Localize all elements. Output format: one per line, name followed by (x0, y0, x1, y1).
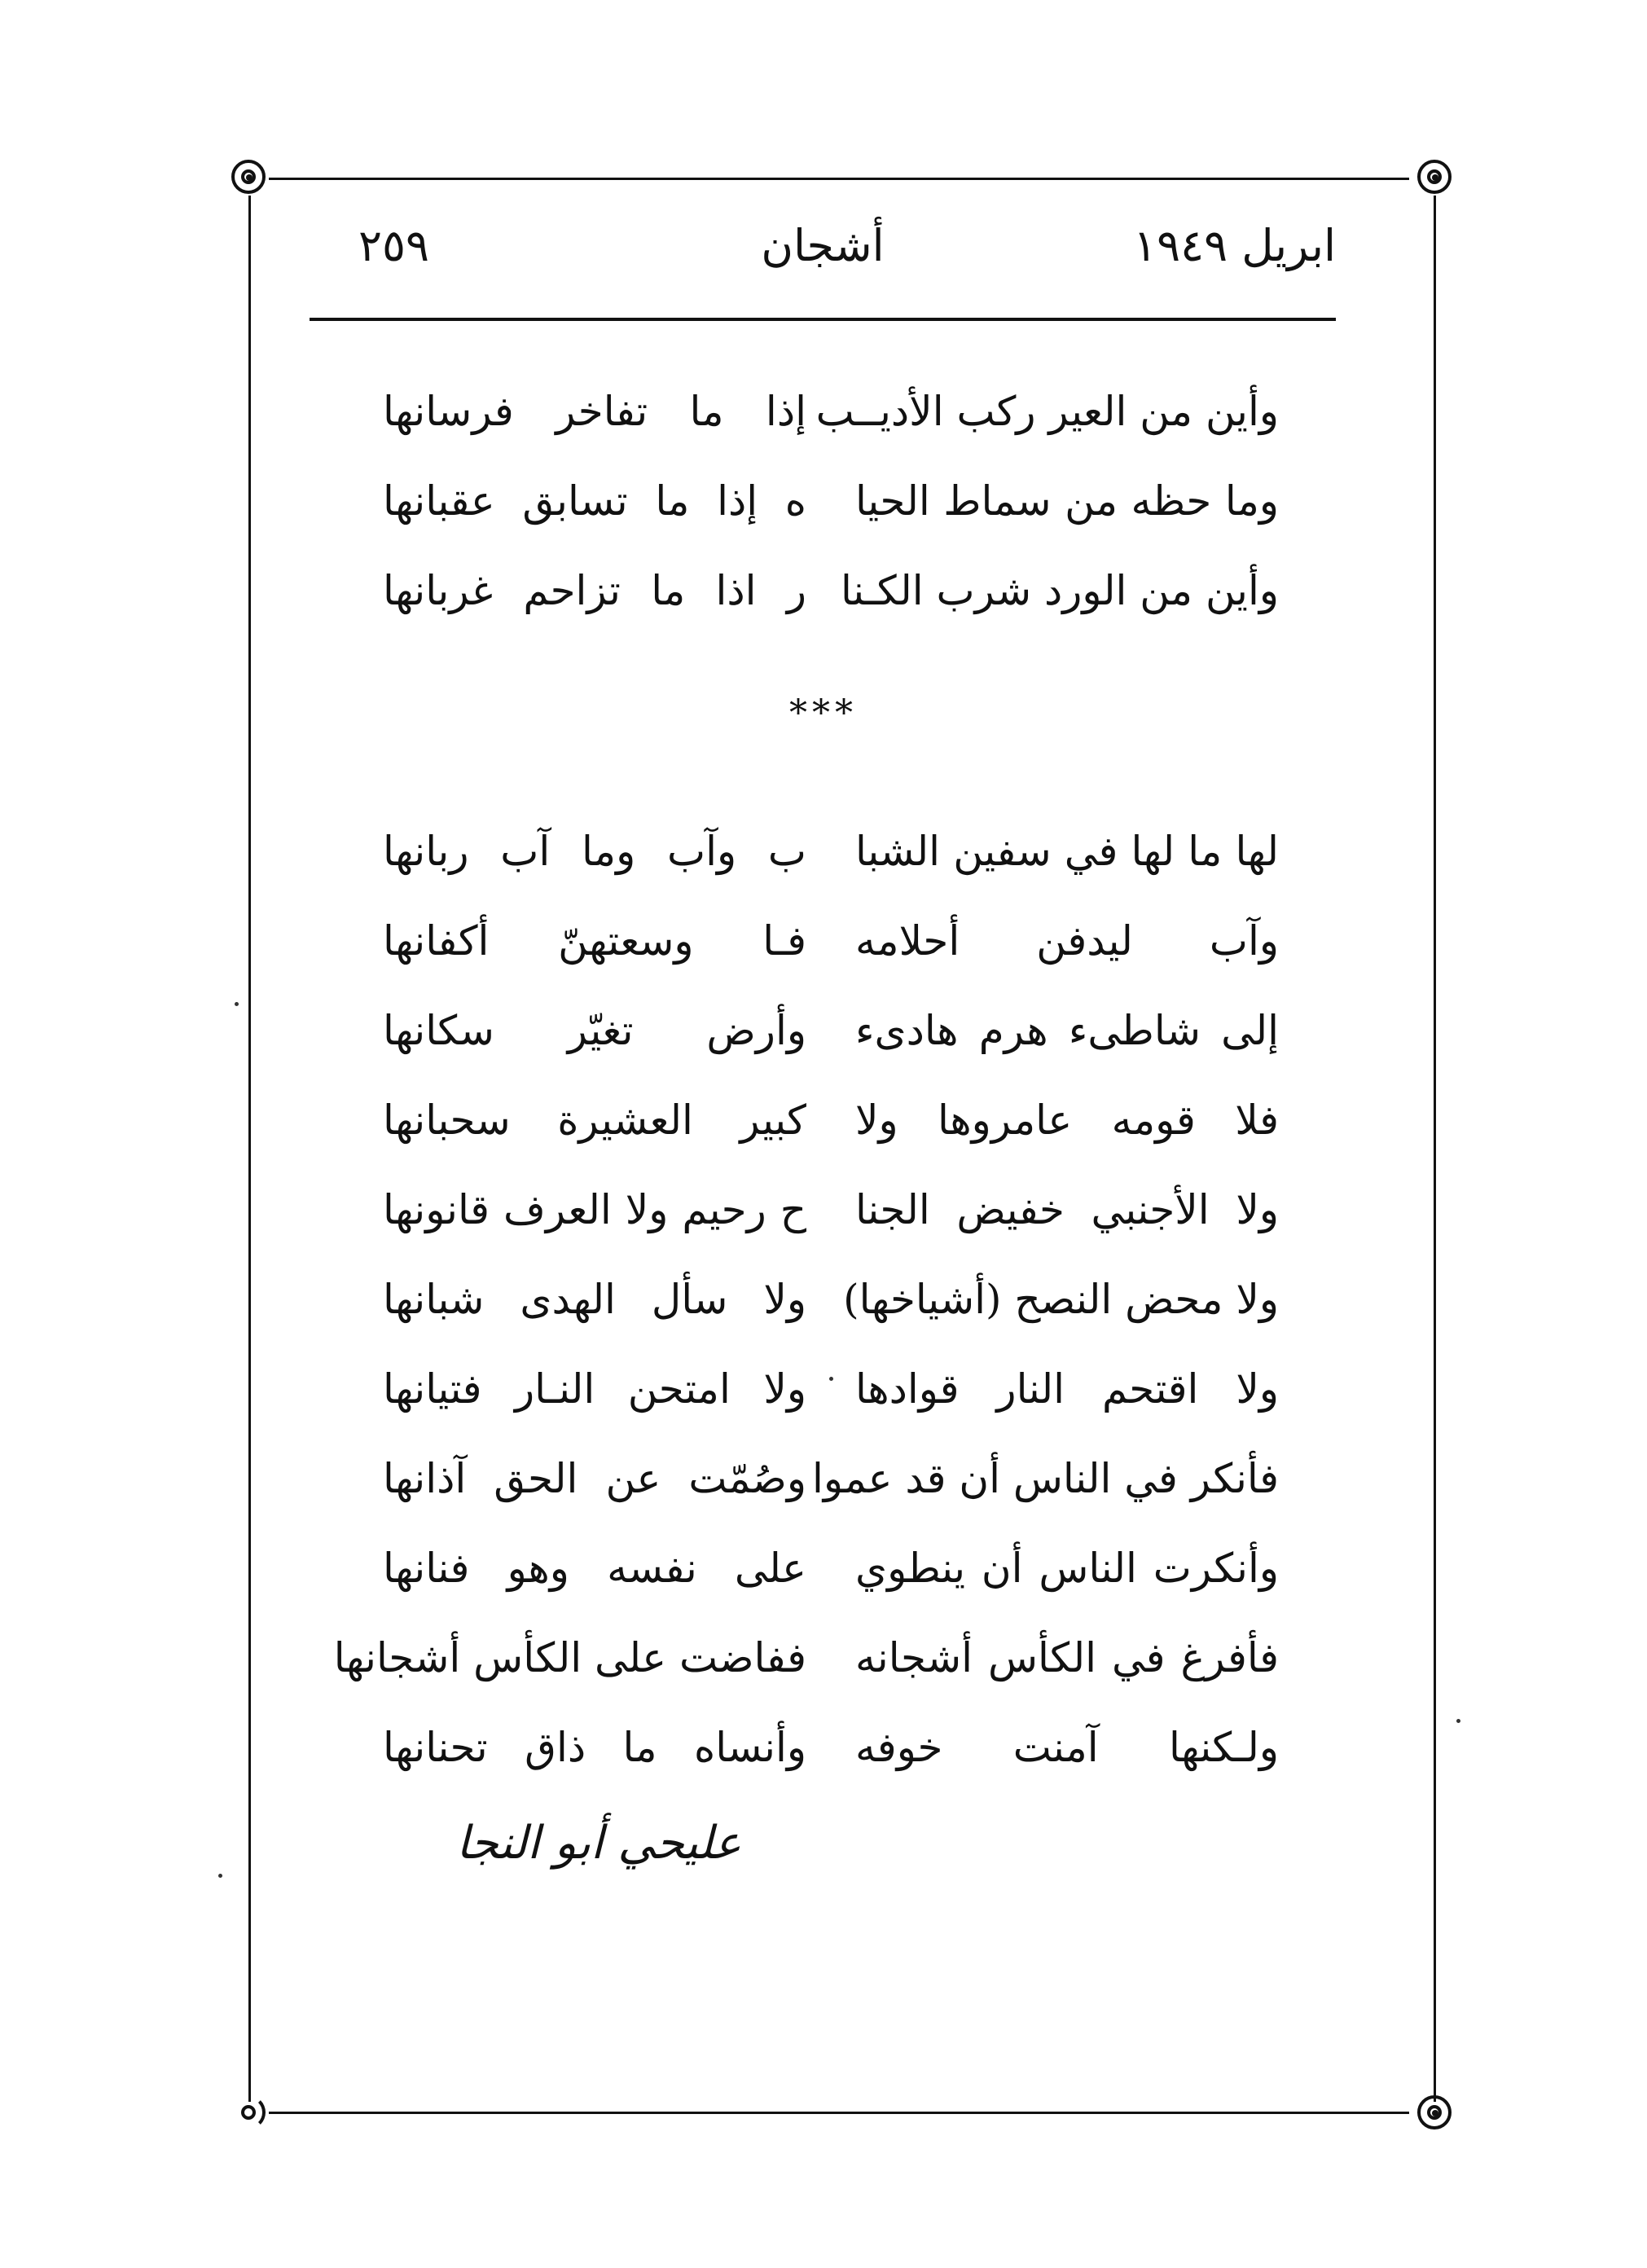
verse-second-hemistich: إذا ما تفاخر فرسانها (383, 388, 806, 435)
stanza-separator: *** (789, 692, 858, 734)
verse-first-hemistich: وأنكرت الناس أن ينطوي (855, 1545, 1279, 1592)
corner-ornament-bottom-left-icon (231, 2095, 266, 2130)
verse-first-hemistich: إلى شاطىء هرم هادىء (855, 1007, 1279, 1054)
verse-first-hemistich: لها ما لها في سفين الشبا (855, 828, 1279, 875)
verse-line (383, 1083, 1279, 1157)
verse-line (383, 1173, 1279, 1246)
scan-speck (235, 1002, 239, 1006)
verse-first-hemistich: فأفرغ في الكأس أشجانه (855, 1634, 1279, 1681)
verse-second-hemistich: ه إذا ما تسابق عقبانها (383, 477, 806, 525)
verse-line (383, 464, 1279, 538)
verse-first-hemistich: وأين من العير ركب الأديــب (815, 388, 1279, 435)
verse-second-hemistich: كبير العشيرة سحبانها (383, 1097, 806, 1144)
verse-first-hemistich: فلا قومه عامروها ولا (855, 1097, 1279, 1144)
verse-line (383, 994, 1279, 1067)
corner-ornament-top-right-icon (1417, 160, 1452, 194)
verse-first-hemistich: ولـكنها آمنت خوفه (855, 1724, 1279, 1771)
verse-first-hemistich: ولا اقتحم النار قوادها (855, 1365, 1279, 1413)
verse-line (383, 904, 1279, 978)
frame-top-line (269, 178, 1409, 180)
verse-second-hemistich: وصُمّت عن الحق آذانها (383, 1455, 806, 1502)
scan-speck (829, 1377, 833, 1381)
verse-line (383, 375, 1279, 448)
verse-second-hemistich: ولا سأل الهدى شبانها (383, 1276, 806, 1323)
verse-first-hemistich: وآب ليدفن أحلامه (855, 917, 1279, 965)
verse-second-hemistich: ح رحيم ولا العرف قانونها (383, 1186, 806, 1233)
verse-second-hemistich: فـا وسعتهنّ أكفانها (383, 917, 806, 965)
verse-first-hemistich: ولا محض النصح (أشياخها) (843, 1276, 1279, 1323)
verse-line (383, 1352, 1279, 1426)
verse-line (383, 1711, 1279, 1784)
verse-second-hemistich: ولا امتحن النـار فتيانها (383, 1365, 806, 1413)
verse-line (383, 1263, 1279, 1336)
verse-first-hemistich: وأين من الورد شرب الكـنا (840, 567, 1279, 614)
verse-line (383, 1442, 1279, 1515)
corner-ornament-bottom-right-icon (1417, 2095, 1452, 2130)
frame-left-line (248, 196, 251, 2102)
verse-line (333, 1621, 1279, 1694)
corner-ornament-top-left-icon (231, 160, 266, 194)
page-number: ٢٥٩ (358, 220, 430, 271)
verse-second-hemistich: ب وآب وما آب ربانها (383, 828, 806, 875)
verse-second-hemistich: ر اذا ما تزاحم غربانها (383, 567, 806, 614)
frame-right-line (1434, 196, 1436, 2102)
verse-second-hemistich: ففاضت على الكأس أشجانها (333, 1634, 806, 1681)
scan-speck (1456, 1719, 1460, 1723)
verse-line (383, 554, 1279, 627)
verse-second-hemistich: على نفسه وهو فنانها (383, 1545, 806, 1592)
author-signature: عليحي أبو النجا (456, 1817, 742, 1870)
verse-second-hemistich: وأنساه ما ذاق تحنانها (383, 1724, 806, 1771)
header-date: ابريل ١٩٤٩ (1133, 220, 1336, 271)
verse-first-hemistich: فأنكر في الناس أن قد عموا (812, 1455, 1279, 1502)
frame-bottom-line (269, 2112, 1409, 2114)
header-title: أشجان (761, 220, 885, 271)
running-header (310, 220, 1336, 285)
verse-line (383, 1532, 1279, 1605)
verse-first-hemistich: ولا الأجنبي خفيض الجنا (855, 1186, 1279, 1233)
verse-second-hemistich: وأرض تغيّر سكانها (383, 1007, 806, 1054)
verse-line (383, 815, 1279, 888)
verse-first-hemistich: وما حظه من سماط الحيا (855, 477, 1279, 525)
scan-speck (218, 1874, 222, 1878)
header-rule (310, 318, 1336, 321)
